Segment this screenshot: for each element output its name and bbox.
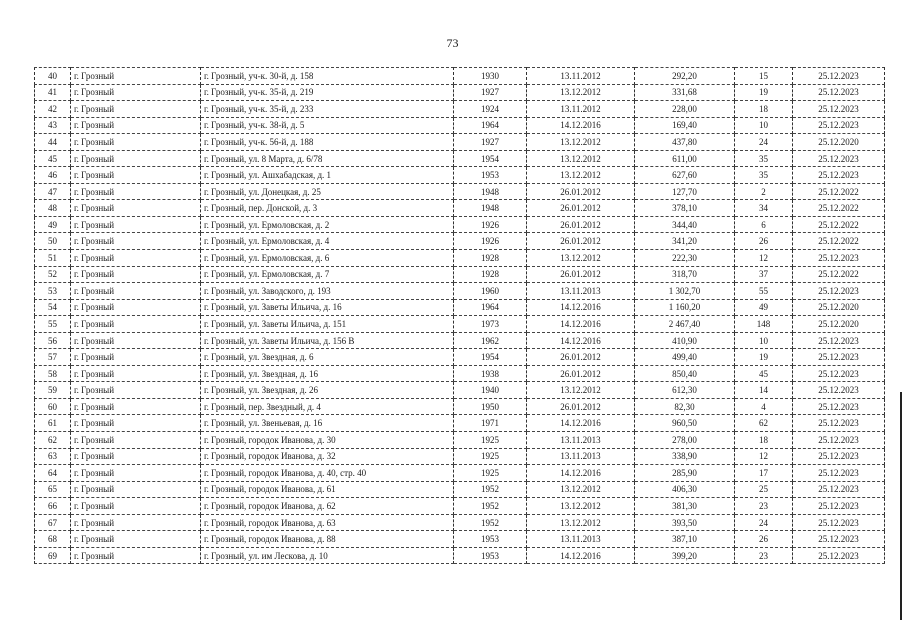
address-cell: г. Грозный, пер. Звездный, д. 4: [201, 398, 454, 415]
table-row: [35, 84, 885, 101]
city-cell: г. Грозный: [71, 316, 201, 333]
build-year-cell: 1928: [454, 250, 527, 267]
address-cell: г. Грозный, ул. Ермоловская, д. 4: [201, 233, 454, 250]
address-cell: г. Грозный, ул. Звеньевая, д. 16: [201, 415, 454, 432]
row-number-cell: 61: [35, 415, 71, 432]
wear-cell: 12: [735, 250, 793, 267]
row-number-cell: 49: [35, 216, 71, 233]
table-row: [35, 415, 885, 432]
wear-cell: 18: [735, 101, 793, 118]
address-cell: г. Грозный, ул. Ермоловская, д. 2: [201, 216, 454, 233]
area-cell: 82,30: [635, 398, 735, 415]
table-row: [35, 349, 885, 366]
city-cell: г. Грозный: [71, 150, 201, 167]
wear-cell: 15: [735, 68, 793, 85]
survey-date-cell: 26.01.2012: [527, 200, 635, 217]
table-row: [35, 266, 885, 283]
end-date-cell: 25.12.2023: [793, 465, 885, 482]
build-year-cell: 1938: [454, 365, 527, 382]
table-row: [35, 498, 885, 515]
table-row: [35, 398, 885, 415]
area-cell: 2 467,40: [635, 316, 735, 333]
build-year-cell: 1952: [454, 498, 527, 515]
survey-date-cell: 13.12.2012: [527, 150, 635, 167]
area-cell: 344,40: [635, 216, 735, 233]
city-cell: г. Грозный: [71, 183, 201, 200]
city-cell: г. Грозный: [71, 68, 201, 85]
area-cell: 850,40: [635, 365, 735, 382]
city-cell: г. Грозный: [71, 233, 201, 250]
table-row: [35, 547, 885, 564]
survey-date-cell: 13.12.2012: [527, 514, 635, 531]
table-row: [35, 514, 885, 531]
area-cell: 399,20: [635, 547, 735, 564]
city-cell: г. Грозный: [71, 415, 201, 432]
city-cell: г. Грозный: [71, 398, 201, 415]
wear-cell: 26: [735, 233, 793, 250]
table-row: [35, 68, 885, 85]
end-date-cell: 25.12.2023: [793, 332, 885, 349]
survey-date-cell: 13.12.2012: [527, 84, 635, 101]
wear-cell: 35: [735, 167, 793, 184]
row-number-cell: 44: [35, 134, 71, 151]
end-date-cell: 25.12.2023: [793, 448, 885, 465]
build-year-cell: 1953: [454, 531, 527, 548]
table-row: [35, 365, 885, 382]
build-year-cell: 1926: [454, 216, 527, 233]
area-cell: 1 160,20: [635, 299, 735, 316]
city-cell: г. Грозный: [71, 167, 201, 184]
address-cell: г. Грозный, ул. Заветы Ильича, д. 156 В: [201, 332, 454, 349]
end-date-cell: 25.12.2023: [793, 150, 885, 167]
scan-edge-mark: [900, 392, 902, 620]
table-row: [35, 465, 885, 482]
city-cell: г. Грозный: [71, 266, 201, 283]
build-year-cell: 1926: [454, 233, 527, 250]
address-cell: г. Грозный, уч-к. 35-й, д. 219: [201, 84, 454, 101]
end-date-cell: 25.12.2023: [793, 167, 885, 184]
survey-date-cell: 13.12.2012: [527, 481, 635, 498]
survey-date-cell: 26.01.2012: [527, 183, 635, 200]
row-number-cell: 62: [35, 432, 71, 449]
address-cell: г. Грозный, ул. Заветы Ильича, д. 16: [201, 299, 454, 316]
address-cell: г. Грозный, ул. им Лескова, д. 10: [201, 547, 454, 564]
area-cell: 410,90: [635, 332, 735, 349]
address-cell: г. Грозный, ул. Заводского, д. 193: [201, 283, 454, 300]
end-date-cell: 25.12.2023: [793, 365, 885, 382]
city-cell: г. Грозный: [71, 299, 201, 316]
survey-date-cell: 14.12.2016: [527, 465, 635, 482]
area-cell: 318,70: [635, 266, 735, 283]
end-date-cell: 25.12.2022: [793, 233, 885, 250]
city-cell: г. Грозный: [71, 200, 201, 217]
build-year-cell: 1925: [454, 465, 527, 482]
wear-cell: 23: [735, 547, 793, 564]
survey-date-cell: 14.12.2016: [527, 547, 635, 564]
housing-registry-table: [34, 67, 885, 564]
area-cell: 406,30: [635, 481, 735, 498]
survey-date-cell: 14.12.2016: [527, 299, 635, 316]
end-date-cell: 25.12.2020: [793, 299, 885, 316]
table-row: [35, 332, 885, 349]
build-year-cell: 1953: [454, 547, 527, 564]
table-row: [35, 283, 885, 300]
end-date-cell: 25.12.2023: [793, 398, 885, 415]
survey-date-cell: 14.12.2016: [527, 332, 635, 349]
end-date-cell: 25.12.2023: [793, 432, 885, 449]
city-cell: г. Грозный: [71, 365, 201, 382]
survey-date-cell: 26.01.2012: [527, 266, 635, 283]
build-year-cell: 1940: [454, 382, 527, 399]
address-cell: г. Грозный, ул. Ермоловская, д. 7: [201, 266, 454, 283]
end-date-cell: 25.12.2022: [793, 183, 885, 200]
address-cell: г. Грозный, ул. Ашхабадская, д. 1: [201, 167, 454, 184]
wear-cell: 10: [735, 117, 793, 134]
address-cell: г. Грозный, городок Иванова, д. 61: [201, 481, 454, 498]
city-cell: г. Грозный: [71, 216, 201, 233]
area-cell: 292,20: [635, 68, 735, 85]
end-date-cell: 25.12.2022: [793, 266, 885, 283]
survey-date-cell: 26.01.2012: [527, 349, 635, 366]
build-year-cell: 1954: [454, 349, 527, 366]
build-year-cell: 1927: [454, 134, 527, 151]
row-number-cell: 42: [35, 101, 71, 118]
area-cell: 960,50: [635, 415, 735, 432]
table-row: [35, 233, 885, 250]
address-cell: г. Грозный, ул. Звездная, д. 16: [201, 365, 454, 382]
area-cell: 278,00: [635, 432, 735, 449]
row-number-cell: 46: [35, 167, 71, 184]
build-year-cell: 1924: [454, 101, 527, 118]
row-number-cell: 47: [35, 183, 71, 200]
build-year-cell: 1952: [454, 514, 527, 531]
wear-cell: 12: [735, 448, 793, 465]
build-year-cell: 1930: [454, 68, 527, 85]
build-year-cell: 1925: [454, 432, 527, 449]
survey-date-cell: 13.11.2013: [527, 448, 635, 465]
end-date-cell: 25.12.2023: [793, 250, 885, 267]
table-row: [35, 531, 885, 548]
survey-date-cell: 13.11.2013: [527, 432, 635, 449]
city-cell: г. Грозный: [71, 514, 201, 531]
address-cell: г. Грозный, ул. Звездная, д. 26: [201, 382, 454, 399]
area-cell: 627,60: [635, 167, 735, 184]
area-cell: 228,00: [635, 101, 735, 118]
table-row: [35, 167, 885, 184]
build-year-cell: 1964: [454, 117, 527, 134]
row-number-cell: 65: [35, 481, 71, 498]
row-number-cell: 52: [35, 266, 71, 283]
row-number-cell: 41: [35, 84, 71, 101]
survey-date-cell: 14.12.2016: [527, 415, 635, 432]
area-cell: 169,40: [635, 117, 735, 134]
row-number-cell: 43: [35, 117, 71, 134]
row-number-cell: 55: [35, 316, 71, 333]
row-number-cell: 59: [35, 382, 71, 399]
build-year-cell: 1952: [454, 481, 527, 498]
row-number-cell: 45: [35, 150, 71, 167]
survey-date-cell: 13.12.2012: [527, 167, 635, 184]
page-number: 73: [446, 36, 459, 50]
wear-cell: 37: [735, 266, 793, 283]
table-row: [35, 481, 885, 498]
table-body: [35, 68, 885, 564]
city-cell: г. Грозный: [71, 84, 201, 101]
table-row: [35, 432, 885, 449]
city-cell: г. Грозный: [71, 332, 201, 349]
area-cell: 437,80: [635, 134, 735, 151]
row-number-cell: 48: [35, 200, 71, 217]
wear-cell: 35: [735, 150, 793, 167]
area-cell: 387,10: [635, 531, 735, 548]
build-year-cell: 1962: [454, 332, 527, 349]
row-number-cell: 68: [35, 531, 71, 548]
city-cell: г. Грозный: [71, 547, 201, 564]
survey-date-cell: 26.01.2012: [527, 216, 635, 233]
address-cell: г. Грозный, ул. Донецкая, д. 25: [201, 183, 454, 200]
row-number-cell: 50: [35, 233, 71, 250]
area-cell: 127,70: [635, 183, 735, 200]
end-date-cell: 25.12.2023: [793, 498, 885, 515]
address-cell: г. Грозный, ул. Ермоловская, д. 6: [201, 250, 454, 267]
build-year-cell: 1953: [454, 167, 527, 184]
area-cell: 499,40: [635, 349, 735, 366]
wear-cell: 25: [735, 481, 793, 498]
table-row: [35, 183, 885, 200]
row-number-cell: 53: [35, 283, 71, 300]
row-number-cell: 63: [35, 448, 71, 465]
wear-cell: 4: [735, 398, 793, 415]
area-cell: 378,10: [635, 200, 735, 217]
wear-cell: 45: [735, 365, 793, 382]
area-cell: 612,30: [635, 382, 735, 399]
row-number-cell: 66: [35, 498, 71, 515]
row-number-cell: 67: [35, 514, 71, 531]
end-date-cell: 25.12.2023: [793, 415, 885, 432]
row-number-cell: 57: [35, 349, 71, 366]
survey-date-cell: 13.12.2012: [527, 134, 635, 151]
survey-date-cell: 13.11.2013: [527, 531, 635, 548]
row-number-cell: 64: [35, 465, 71, 482]
wear-cell: 19: [735, 349, 793, 366]
table-row: [35, 101, 885, 118]
survey-date-cell: 13.12.2012: [527, 498, 635, 515]
area-cell: 341,20: [635, 233, 735, 250]
build-year-cell: 1971: [454, 415, 527, 432]
table-row: [35, 216, 885, 233]
address-cell: г. Грозный, уч-к. 35-й, д. 233: [201, 101, 454, 118]
wear-cell: 148: [735, 316, 793, 333]
city-cell: г. Грозный: [71, 382, 201, 399]
build-year-cell: 1950: [454, 398, 527, 415]
build-year-cell: 1928: [454, 266, 527, 283]
city-cell: г. Грозный: [71, 432, 201, 449]
end-date-cell: 25.12.2022: [793, 200, 885, 217]
table-row: [35, 316, 885, 333]
wear-cell: 2: [735, 183, 793, 200]
address-cell: г. Грозный, уч-к. 56-й, д. 188: [201, 134, 454, 151]
row-number-cell: 51: [35, 250, 71, 267]
build-year-cell: 1948: [454, 183, 527, 200]
end-date-cell: 25.12.2020: [793, 316, 885, 333]
wear-cell: 24: [735, 134, 793, 151]
survey-date-cell: 13.12.2012: [527, 382, 635, 399]
wear-cell: 34: [735, 200, 793, 217]
survey-date-cell: 14.12.2016: [527, 117, 635, 134]
row-number-cell: 56: [35, 332, 71, 349]
wear-cell: 6: [735, 216, 793, 233]
end-date-cell: 25.12.2023: [793, 531, 885, 548]
survey-date-cell: 13.12.2012: [527, 250, 635, 267]
city-cell: г. Грозный: [71, 117, 201, 134]
wear-cell: 10: [735, 332, 793, 349]
survey-date-cell: 26.01.2012: [527, 398, 635, 415]
end-date-cell: 25.12.2023: [793, 117, 885, 134]
area-cell: 1 302,70: [635, 283, 735, 300]
area-cell: 611,00: [635, 150, 735, 167]
end-date-cell: 25.12.2023: [793, 547, 885, 564]
end-date-cell: 25.12.2023: [793, 349, 885, 366]
wear-cell: 19: [735, 84, 793, 101]
build-year-cell: 1973: [454, 316, 527, 333]
wear-cell: 62: [735, 415, 793, 432]
row-number-cell: 69: [35, 547, 71, 564]
build-year-cell: 1925: [454, 448, 527, 465]
address-cell: г. Грозный, городок Иванова, д. 62: [201, 498, 454, 515]
city-cell: г. Грозный: [71, 349, 201, 366]
area-cell: 381,30: [635, 498, 735, 515]
address-cell: г. Грозный, ул. Заветы Ильича, д. 151: [201, 316, 454, 333]
area-cell: 338,90: [635, 448, 735, 465]
build-year-cell: 1960: [454, 283, 527, 300]
address-cell: г. Грозный, ул. Звездная, д. 6: [201, 349, 454, 366]
end-date-cell: 25.12.2023: [793, 101, 885, 118]
table-row: [35, 448, 885, 465]
city-cell: г. Грозный: [71, 531, 201, 548]
table-row: [35, 299, 885, 316]
address-cell: г. Грозный, городок Иванова, д. 63: [201, 514, 454, 531]
area-cell: 222,30: [635, 250, 735, 267]
address-cell: г. Грозный, ул. 8 Марта, д. 6/78: [201, 150, 454, 167]
end-date-cell: 25.12.2023: [793, 382, 885, 399]
table-row: [35, 150, 885, 167]
wear-cell: 49: [735, 299, 793, 316]
area-cell: 331,68: [635, 84, 735, 101]
end-date-cell: 25.12.2023: [793, 68, 885, 85]
table-row: [35, 382, 885, 399]
table-row: [35, 250, 885, 267]
address-cell: г. Грозный, уч-к. 30-й, д. 158: [201, 68, 454, 85]
end-date-cell: 25.12.2023: [793, 514, 885, 531]
build-year-cell: 1948: [454, 200, 527, 217]
wear-cell: 23: [735, 498, 793, 515]
address-cell: г. Грозный, городок Иванова, д. 88: [201, 531, 454, 548]
survey-date-cell: 14.12.2016: [527, 316, 635, 333]
address-cell: г. Грозный, городок Иванова, д. 40, стр. 40: [201, 465, 454, 482]
build-year-cell: 1954: [454, 150, 527, 167]
city-cell: г. Грозный: [71, 498, 201, 515]
city-cell: г. Грозный: [71, 250, 201, 267]
city-cell: г. Грозный: [71, 481, 201, 498]
survey-date-cell: 13.11.2013: [527, 283, 635, 300]
wear-cell: 55: [735, 283, 793, 300]
city-cell: г. Грозный: [71, 465, 201, 482]
end-date-cell: 25.12.2022: [793, 216, 885, 233]
row-number-cell: 60: [35, 398, 71, 415]
wear-cell: 18: [735, 432, 793, 449]
address-cell: г. Грозный, уч-к. 38-й, д. 5: [201, 117, 454, 134]
end-date-cell: 25.12.2023: [793, 84, 885, 101]
city-cell: г. Грозный: [71, 101, 201, 118]
city-cell: г. Грозный: [71, 134, 201, 151]
address-cell: г. Грозный, городок Иванова, д. 30: [201, 432, 454, 449]
survey-date-cell: 13.11.2012: [527, 101, 635, 118]
table-row: [35, 117, 885, 134]
survey-date-cell: 13.11.2012: [527, 68, 635, 85]
row-number-cell: 58: [35, 365, 71, 382]
build-year-cell: 1927: [454, 84, 527, 101]
address-cell: г. Грозный, городок Иванова, д. 32: [201, 448, 454, 465]
wear-cell: 24: [735, 514, 793, 531]
wear-cell: 17: [735, 465, 793, 482]
survey-date-cell: 26.01.2012: [527, 365, 635, 382]
table-row: [35, 200, 885, 217]
area-cell: 285,90: [635, 465, 735, 482]
build-year-cell: 1964: [454, 299, 527, 316]
city-cell: г. Грозный: [71, 448, 201, 465]
wear-cell: 26: [735, 531, 793, 548]
row-number-cell: 40: [35, 68, 71, 85]
end-date-cell: 25.12.2023: [793, 481, 885, 498]
end-date-cell: 25.12.2023: [793, 283, 885, 300]
end-date-cell: 25.12.2020: [793, 134, 885, 151]
area-cell: 393,50: [635, 514, 735, 531]
wear-cell: 14: [735, 382, 793, 399]
survey-date-cell: 26.01.2012: [527, 233, 635, 250]
table-row: [35, 134, 885, 151]
address-cell: г. Грозный, пер. Донской, д. 3: [201, 200, 454, 217]
city-cell: г. Грозный: [71, 283, 201, 300]
row-number-cell: 54: [35, 299, 71, 316]
